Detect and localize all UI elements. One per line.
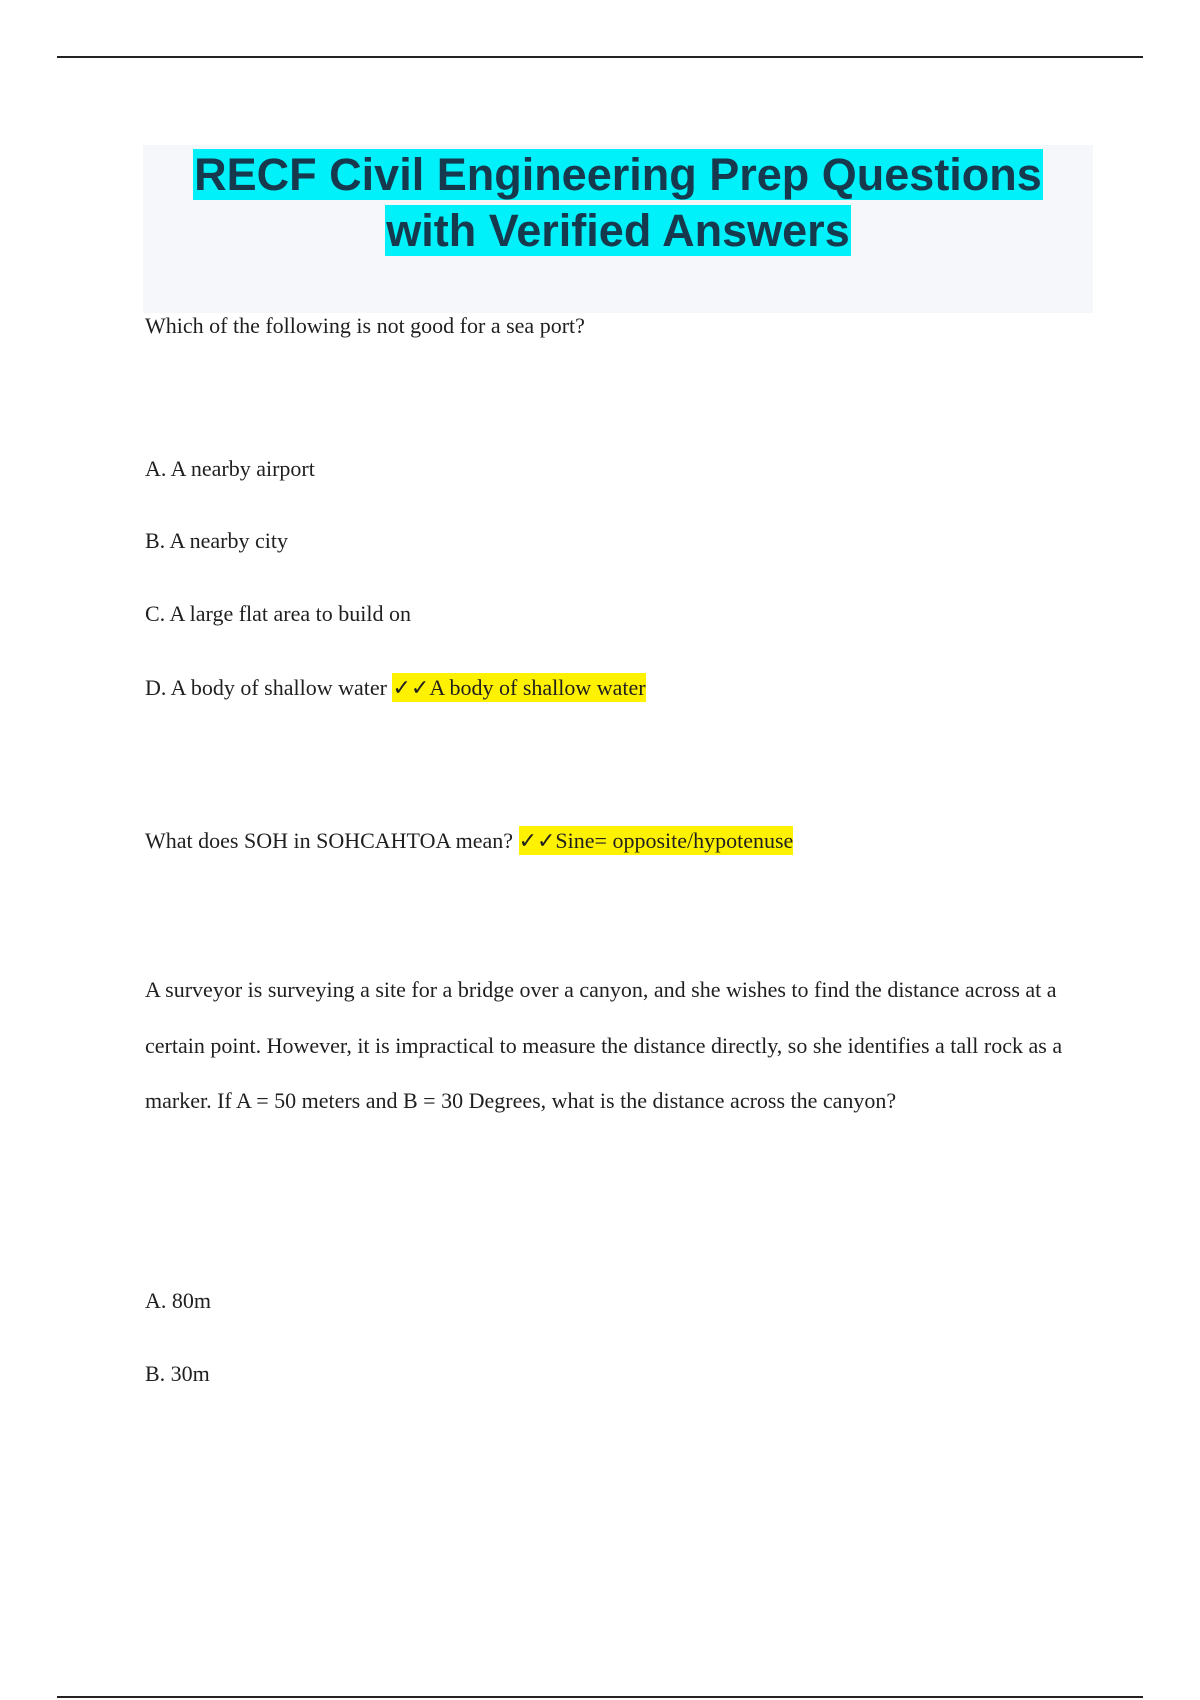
question-1-prompt: Which of the following is not good for a sea port? (145, 313, 585, 338)
question-1-option-d: D. A body of shallow water (145, 675, 387, 700)
question-1-option-c: C. A large flat area to build on (145, 601, 411, 626)
question-1-option-a: A. A nearby airport (145, 456, 315, 481)
question-3-option-a: A. 80m (145, 1288, 211, 1313)
question-2-row (145, 827, 793, 855)
document-title (143, 145, 1093, 259)
question-2-answer: ✓✓Sine= opposite/hypotenuse (518, 828, 794, 853)
question-2-prompt: What does SOH in SOHCAHTOA mean? (145, 828, 514, 853)
title-line-2: with Verified Answers (386, 205, 850, 256)
question-3-prompt: A surveyor is surveying a site for a bridge over a canyon, and she wishes to find the distance across at a certain point. However, it is impractical to measure the distance directly, so she identifies a tall rock as a marker. If A = 50 meters and B = 30 Degrees, what is the distance across the canyon? (145, 977, 1063, 1113)
page-bottom-rule (57, 1696, 1143, 1698)
title-banner (143, 145, 1093, 313)
question-1-option-d-row (145, 674, 646, 702)
question-1-option-b: B. A nearby city (145, 528, 288, 553)
question-1-answer: ✓✓A body of shallow water (392, 675, 646, 700)
page-top-rule (57, 56, 1143, 58)
question-3-option-b: B. 30m (145, 1361, 210, 1386)
title-line-1: RECF Civil Engineering Prep Questions (194, 149, 1042, 200)
